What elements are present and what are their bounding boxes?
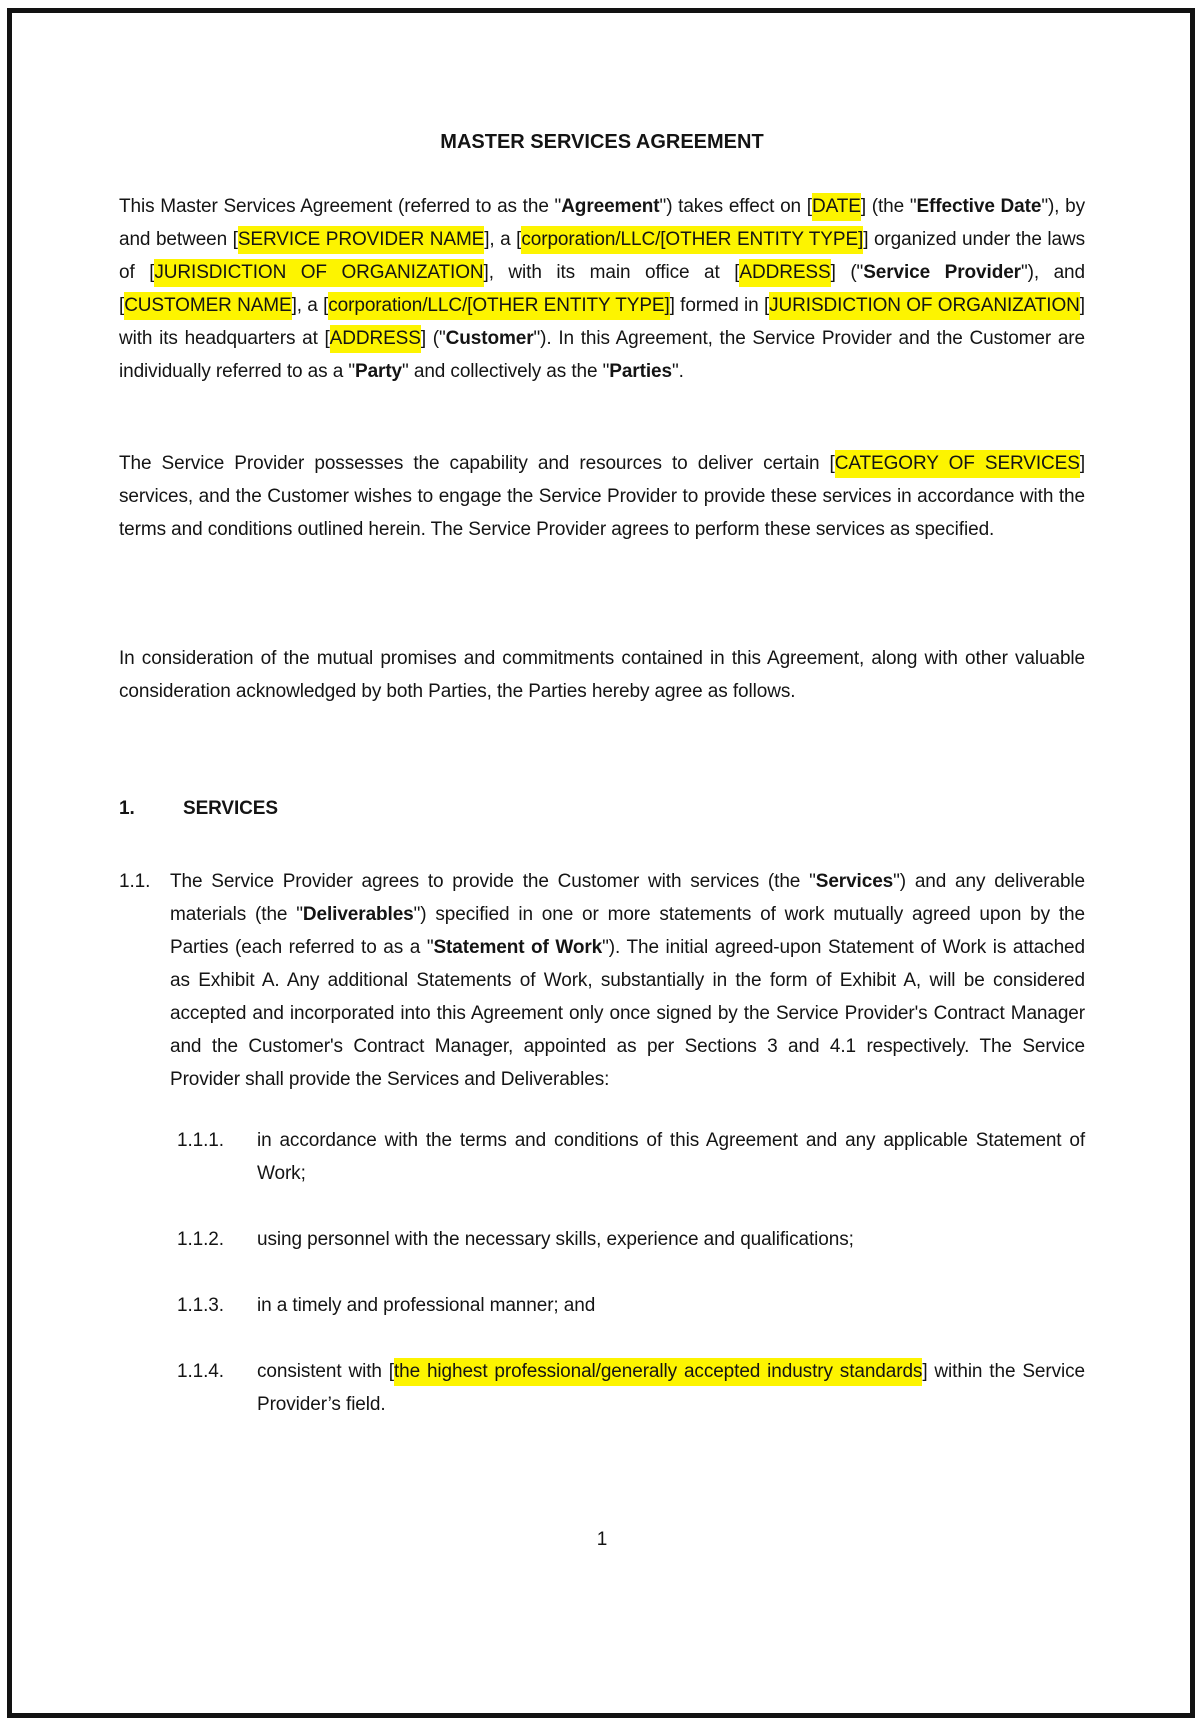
bold-text-run: Services [815, 871, 894, 892]
highlighted-placeholder: JURISDICTION OF ORGANIZATION [769, 292, 1080, 320]
subclause-1-1-4 [177, 1355, 1085, 1421]
text-run: ] organized under the laws of [ [119, 229, 1085, 283]
highlighted-placeholder: ADDRESS [330, 325, 421, 353]
page-border-frame [7, 8, 1195, 1718]
text-run: ] (" [830, 262, 864, 283]
paragraph-intro [119, 190, 1085, 388]
clause-number: 1.1. [119, 871, 151, 892]
bold-text-run: Service Provider [863, 262, 1021, 283]
text-run: ], a [ [484, 229, 522, 250]
bold-text-run: Deliverables [302, 904, 414, 925]
highlighted-placeholder: SERVICE PROVIDER NAME [238, 226, 484, 254]
text-run: "). In this Agreement, the Service Provider and the Customer are individually referred to as a " [119, 328, 1085, 382]
text-run: "), and [ [119, 262, 1085, 316]
bold-text-run: Statement of Work [433, 937, 603, 958]
text-run: in accordance with the terms and conditions of this Agreement and any applicable Statement of Work; [257, 1130, 1085, 1184]
document-page [12, 129, 1190, 1556]
subclause-1-1-1 [177, 1124, 1085, 1190]
section-heading-services [119, 792, 1085, 825]
section-heading-label: SERVICES [183, 798, 278, 819]
text-run: ") takes effect on [ [659, 196, 812, 217]
text-run: ". [671, 361, 684, 382]
text-run: In consideration of the mutual promises and commitments contained in this Agreement, along with other valuable consideration acknowledged by both Parties, the Parties hereby agree as follows. [119, 648, 1085, 702]
highlighted-placeholder: JURISDICTION OF ORGANIZATION [154, 259, 483, 287]
subclause-text [257, 1289, 1085, 1322]
subclause-text [257, 1223, 1085, 1256]
clause-text [170, 865, 1085, 1096]
subclause-number: 1.1.4. [177, 1361, 224, 1382]
highlighted-placeholder: corporation/LLC/[OTHER ENTITY TYPE] [328, 292, 669, 320]
bold-text-run: Agreement [561, 196, 660, 217]
subclause-text [257, 1355, 1085, 1421]
paragraph-consideration [119, 642, 1085, 708]
text-run: This Master Services Agreement (referred to as the " [119, 196, 562, 217]
text-run: ], a [ [291, 295, 329, 316]
highlighted-placeholder: DATE [812, 193, 861, 221]
text-run: ] within the Service Provider’s field. [257, 1361, 1085, 1415]
subclause-1-1-2 [177, 1223, 1085, 1256]
text-run: ] (" [420, 328, 446, 349]
text-run: ") and any deliverable materials (the " [170, 871, 1085, 925]
text-run: "). The initial agreed-upon Statement of Work is attached as Exhibit A. Any additional Statements of Work, substantially in the form of Exhibit A, will be considered accepted and incorporated into this Agreement only once signed by the Service Provider's Contract Manager and the Customer's Contract Manager, appointed as per Sections 3 and 4.1 respectively. The Service Provider shall provide the Services and Deliverables: [170, 937, 1085, 1090]
subclause-number: 1.1.3. [177, 1295, 224, 1316]
text-run: ") specified in one or more statements of work mutually agreed upon by the Parties (each referred to as a " [170, 904, 1085, 958]
text-run: ], with its main office at [ [483, 262, 740, 283]
subclause-1-1-3 [177, 1289, 1085, 1322]
highlighted-placeholder: ADDRESS [739, 259, 830, 287]
text-run: The Service Provider agrees to provide the Customer with services (the " [170, 871, 816, 892]
subclause-number: 1.1.1. [177, 1130, 224, 1151]
highlighted-placeholder: CUSTOMER NAME [124, 292, 291, 320]
bold-text-run: Parties [609, 361, 672, 382]
text-run: " and collectively as the " [402, 361, 610, 382]
text-run: "), by and between [ [119, 196, 1085, 250]
section-number: 1. [119, 798, 135, 819]
text-run: in a timely and professional manner; and [257, 1295, 596, 1316]
highlighted-placeholder: the highest professional/generally accepted industry standards [394, 1358, 922, 1386]
text-run: consistent with [ [257, 1361, 394, 1382]
bold-text-run: Effective Date [916, 196, 1042, 217]
clause-1-1 [119, 865, 1085, 1096]
bold-text-run: Customer [445, 328, 534, 349]
text-run: ] formed in [ [669, 295, 770, 316]
text-run: ] services, and the Customer wishes to engage the Service Provider to provide these services in accordance with the terms and conditions outlined herein. The Service Provider agrees to perform these services as specified. [119, 453, 1086, 540]
text-run: The Service Provider possesses the capability and resources to deliver certain [ [119, 453, 835, 474]
page-number: 1 [596, 1529, 608, 1550]
paragraph-capability [119, 447, 1085, 546]
highlighted-placeholder: corporation/LLC/[OTHER ENTITY TYPE] [521, 226, 863, 254]
text-run: ] with its headquarters at [ [119, 295, 1085, 349]
document-title: MASTER SERVICES AGREEMENT [440, 131, 764, 153]
subclause-number: 1.1.2. [177, 1229, 224, 1250]
text-run: ] (the " [860, 196, 917, 217]
subclause-text [257, 1124, 1085, 1190]
text-run: using personnel with the necessary skills, experience and qualifications; [257, 1229, 854, 1250]
highlighted-placeholder: CATEGORY OF SERVICES [835, 450, 1080, 478]
bold-text-run: Party [355, 361, 403, 382]
